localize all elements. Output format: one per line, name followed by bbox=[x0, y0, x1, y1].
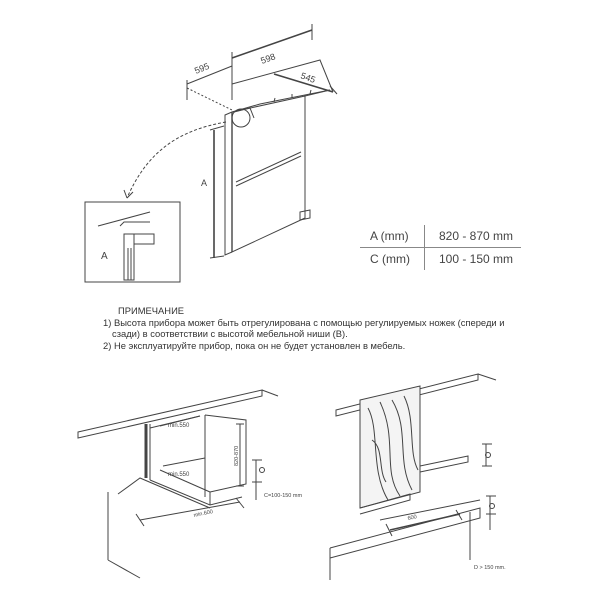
min-bottom-label: min.600 bbox=[193, 509, 214, 519]
min-top-label: min.550 bbox=[168, 423, 190, 429]
install-left bbox=[78, 390, 278, 578]
appliance-isometric bbox=[187, 60, 333, 255]
height-a-label: A bbox=[201, 178, 208, 188]
c-label: C=100-150 mm bbox=[264, 493, 303, 499]
table-row bbox=[360, 248, 521, 271]
table-row bbox=[360, 225, 521, 248]
note-line: сзади) в соответствии с высотой мебельной ниши (B). bbox=[112, 328, 348, 339]
row-value: 100 - 150 mm bbox=[438, 252, 514, 266]
note-line: 1) Высота прибора может быть отрегулирована с помощью регулируемых ножек (спереди и bbox=[103, 316, 505, 328]
dim-width-label: 595 bbox=[193, 60, 211, 76]
d-label: D > 150 mm. bbox=[474, 565, 506, 571]
callout-arc bbox=[127, 122, 226, 198]
detail-box bbox=[85, 202, 180, 282]
detail-a-label: A bbox=[101, 251, 108, 262]
install-right bbox=[330, 374, 496, 580]
note-block bbox=[103, 305, 523, 351]
dim-600-label: 600 bbox=[407, 514, 418, 522]
height-label: 820-870 bbox=[234, 445, 240, 466]
row-label: A (mm) bbox=[360, 225, 424, 248]
note-line: 2) Не эксплуатируйте прибор, пока он не будет установлен в мебель. bbox=[103, 339, 406, 351]
note-title: ПРИМЕЧАНИЕ bbox=[118, 305, 185, 316]
min-mid-label: min.550 bbox=[168, 472, 190, 478]
row-label: C (mm) bbox=[360, 248, 424, 271]
dim-depth-outer-label: 598 bbox=[259, 51, 277, 66]
row-value: 820 - 870 mm bbox=[424, 225, 521, 248]
dimension-table bbox=[360, 225, 521, 270]
dim-depth-label: 545 bbox=[299, 70, 317, 86]
